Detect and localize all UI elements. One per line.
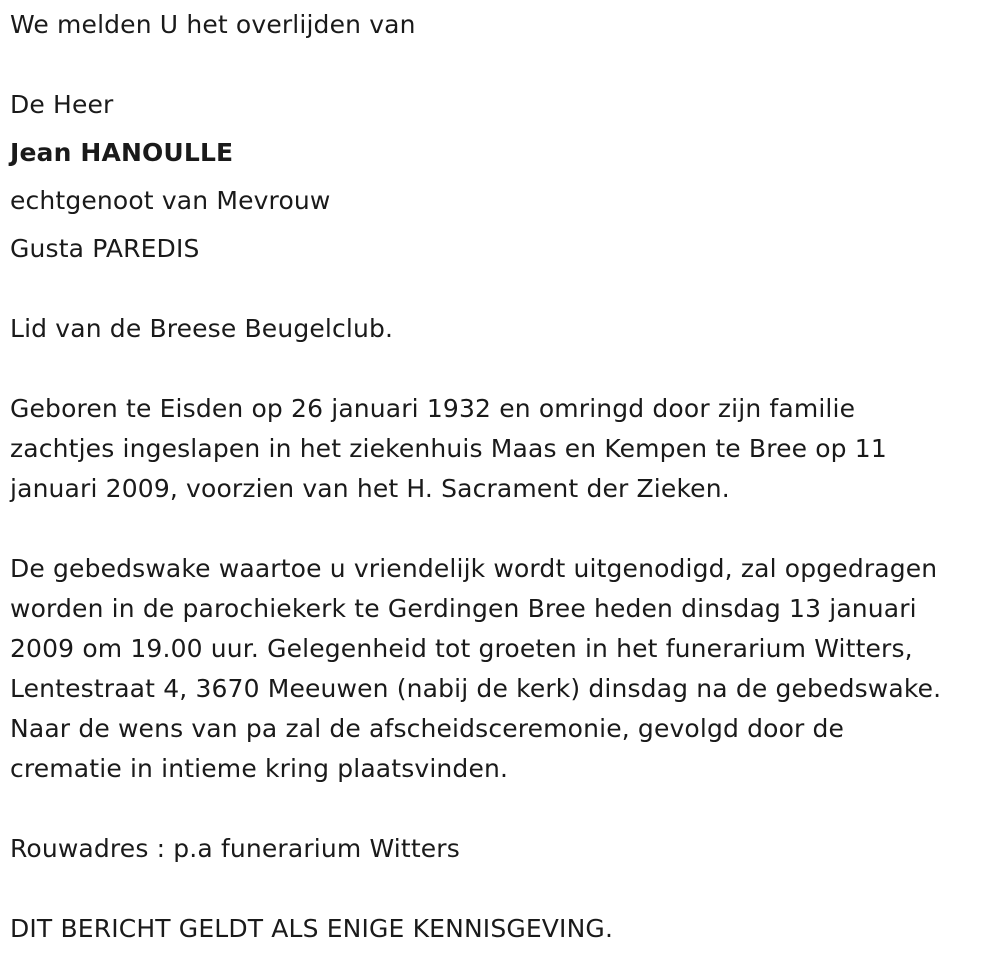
ceremony-line: Naar de wens van pa zal de afscheidsceremonie, gevolgd door de: [10, 714, 845, 743]
birth-death-line: zachtjes ingeslapen in het ziekenhuis Maas en Kempen te Bree op 11: [10, 434, 887, 463]
deceased-name: Jean HANOULLE: [10, 138, 234, 167]
ceremony-line: worden in de parochiekerk te Gerdingen Bree heden dinsdag 13 januari: [10, 594, 917, 623]
mourning-address: Rouwadres : p.a funerarium Witters: [10, 834, 460, 863]
ceremony-line: De gebedswake waartoe u vriendelijk wordt uitgenodigd, zal opgedragen: [10, 554, 938, 583]
birth-death-line: januari 2009, voorzien van het H. Sacrament der Zieken.: [10, 474, 730, 503]
official-notice: DIT BERICHT GELDT ALS ENIGE KENNISGEVING.: [10, 914, 614, 943]
honorific: De Heer: [10, 90, 114, 119]
spouse-line-1: echtgenoot van Mevrouw: [10, 186, 331, 215]
ceremony-line: Lentestraat 4, 3670 Meeuwen (nabij de kerk) dinsdag na de gebedswake.: [10, 674, 942, 703]
birth-death-line: Geboren te Eisden op 26 januari 1932 en omringd door zijn familie: [10, 394, 856, 423]
membership-text: Lid van de Breese Beugelclub.: [10, 314, 394, 343]
ceremony-line: 2009 om 19.00 uur. Gelegenheid tot groeten in het funerarium Witters,: [10, 634, 913, 663]
intro-text: We melden U het overlijden van: [10, 10, 416, 39]
spouse-line-2: Gusta PAREDIS: [10, 234, 200, 263]
ceremony-line: crematie in intieme kring plaatsvinden.: [10, 754, 509, 783]
